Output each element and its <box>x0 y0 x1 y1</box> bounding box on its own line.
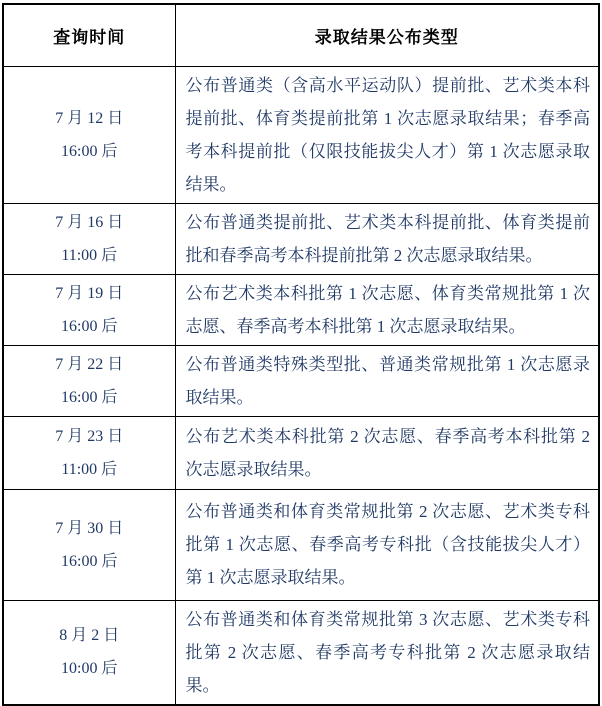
query-date: 7 月 22 日 <box>55 355 124 373</box>
result-type-cell: 公布普通类和体育类常规批第 3 次志愿、艺术类专科批第 2 次志愿、春季高考专科批第 2 次志愿录取结果。 <box>175 600 599 705</box>
query-date: 8 月 2 日 <box>59 627 120 644</box>
table-row <box>3 416 599 489</box>
header-query-time: 查询时间 <box>3 4 175 66</box>
header-row <box>3 4 599 66</box>
result-type-cell: 公布艺术类本科批第 1 次志愿、体育类常规批第 1 次志愿、春季高考本科批第 1 次志愿录取结果。 <box>175 274 599 345</box>
query-time-cell <box>3 66 175 203</box>
result-type-cell: 公布普通类提前批、艺术类本科提前批、体育类提前批和春季高考本科提前批第 2 次志愿录取结果。 <box>175 203 599 274</box>
query-time-cell <box>3 345 175 416</box>
query-time-cell <box>3 489 175 600</box>
query-hour: 10:00 后 <box>61 660 118 677</box>
query-date: 7 月 16 日 <box>55 213 124 231</box>
query-time-cell <box>3 416 175 489</box>
query-hour: 16:00 后 <box>61 388 118 406</box>
admission-results-schedule-table <box>2 3 600 706</box>
table-row <box>3 203 599 274</box>
query-date: 7 月 30 日 <box>55 519 124 537</box>
table-row <box>3 489 599 600</box>
query-date: 7 月 23 日 <box>55 427 124 445</box>
table-row <box>3 274 599 345</box>
query-hour: 11:00 后 <box>61 460 118 478</box>
table-body <box>3 66 599 705</box>
query-time-cell <box>3 274 175 345</box>
query-time-cell <box>3 600 175 705</box>
query-date: 7 月 19 日 <box>55 284 124 302</box>
table-row <box>3 600 599 705</box>
header-result-type: 录取结果公布类型 <box>175 4 599 66</box>
result-type-cell: 公布普通类特殊类型批、普通类常规批第 1 次志愿录取结果。 <box>175 345 599 416</box>
table-row <box>3 345 599 416</box>
result-type-cell: 公布普通类（含高水平运动队）提前批、艺术类本科提前批、体育类提前批第 1 次志愿录取结果；春季高考本科提前批（仅限技能拔尖人才）第 1 次志愿录取结果。 <box>175 66 599 203</box>
query-hour: 16:00 后 <box>61 552 118 570</box>
table-row <box>3 66 599 203</box>
query-time-cell <box>3 203 175 274</box>
query-hour: 16:00 后 <box>61 142 118 160</box>
query-date: 7 月 12 日 <box>55 109 124 127</box>
table-header <box>3 4 599 66</box>
query-hour: 11:00 后 <box>61 246 118 264</box>
result-type-cell: 公布普通类和体育类常规批第 2 次志愿、艺术类专科批第 1 次志愿、春季高考专科批（含技能拔尖人才）第 1 次志愿录取结果。 <box>175 489 599 600</box>
query-hour: 16:00 后 <box>61 317 118 335</box>
result-type-cell: 公布艺术类本科批第 2 次志愿、春季高考本科批第 2 次志愿录取结果。 <box>175 416 599 489</box>
